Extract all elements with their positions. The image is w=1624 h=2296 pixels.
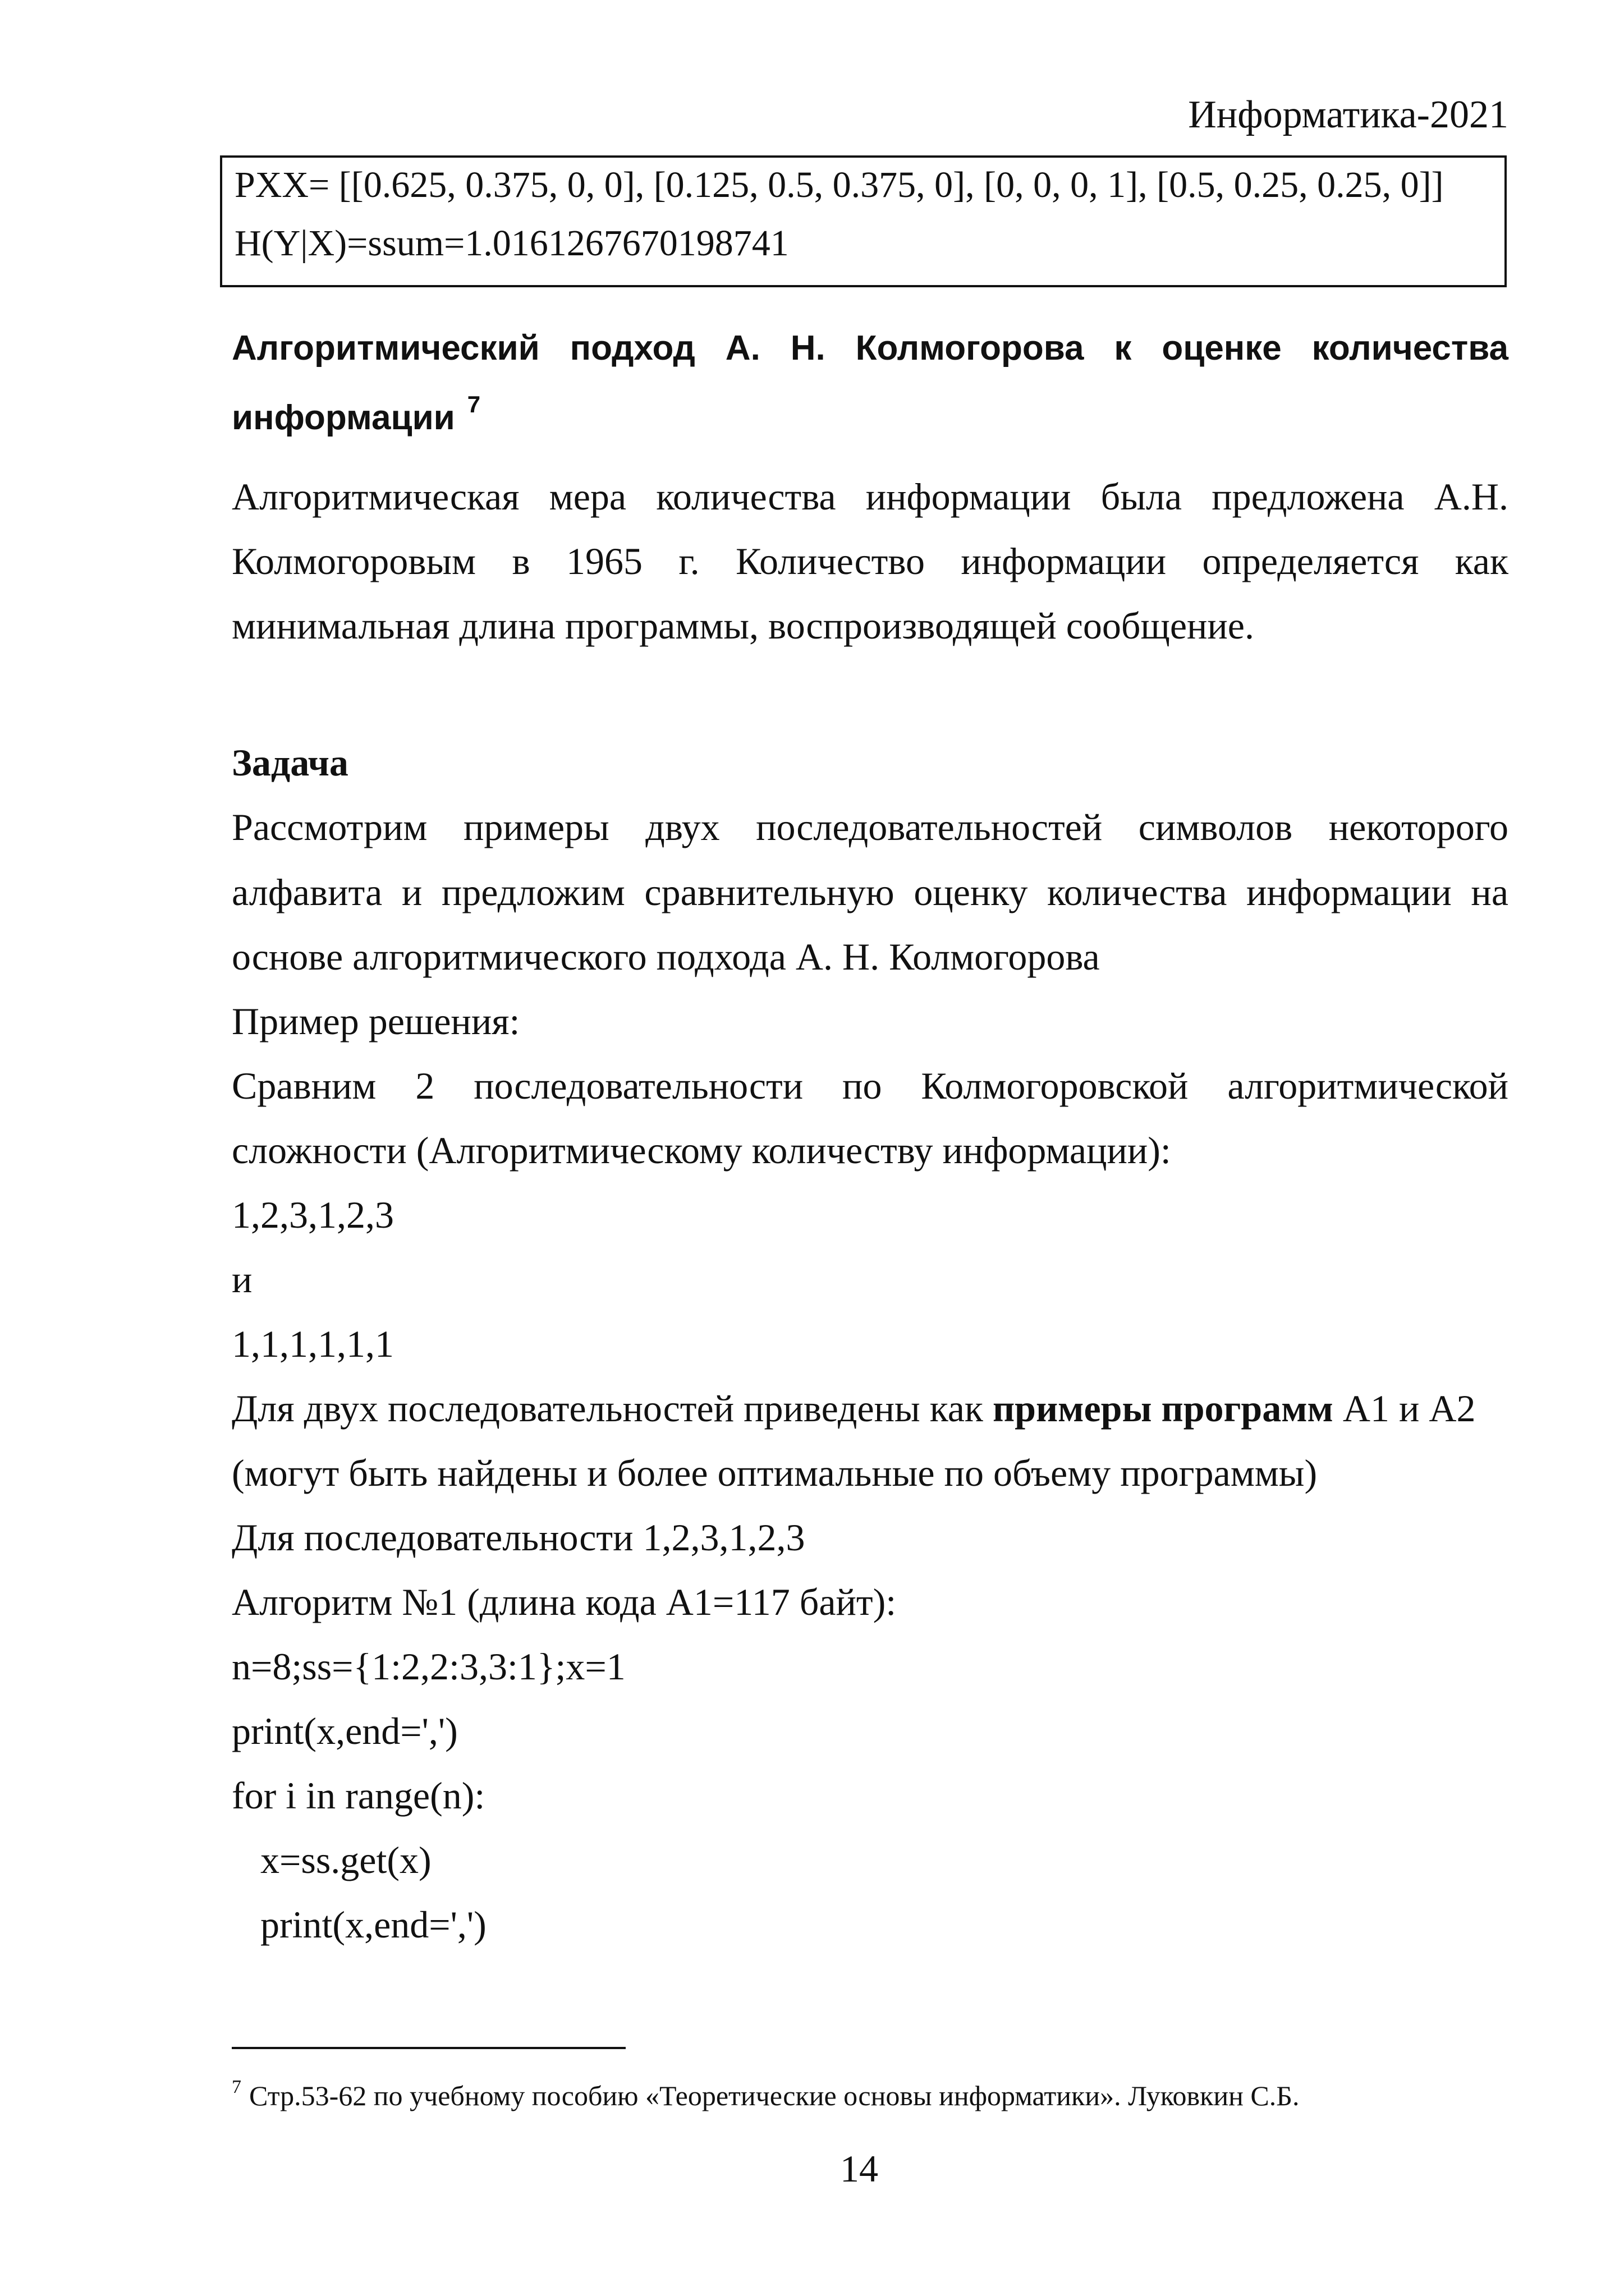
intro-line-2: Колмогоровым в 1965 г. Количество информации определяется как bbox=[232, 540, 1508, 582]
compare-line-2: сложности (Алгоритмическому количеству информации): bbox=[232, 1129, 1171, 1172]
sequence-2: 1,1,1,1,1,1 bbox=[232, 1323, 394, 1365]
intro-line-3: минимальная длина программы, воспроизводящей сообщение. bbox=[232, 604, 1254, 647]
code-line: n=8;ss={1:2,2:3,3:1};x=1 bbox=[232, 1645, 626, 1688]
code-line: print(x,end=',') bbox=[232, 1903, 487, 1946]
footnote bbox=[232, 2076, 1299, 2115]
section-heading-line-2 bbox=[232, 393, 1508, 443]
programs-prefix: Для двух последовательностей приведены как bbox=[232, 1387, 993, 1430]
section-heading-line-1: Алгоритмический подход А. Н. Колмогорова к оценке количества bbox=[232, 329, 1508, 368]
footnote-number: 7 bbox=[232, 2077, 241, 2098]
code-line: print(x,end=',') bbox=[232, 1710, 458, 1752]
code-line: x=ss.get(x) bbox=[232, 1839, 432, 1881]
compare-line-1: Сравним 2 последовательности по Колмогоровской алгоритмической bbox=[232, 1064, 1508, 1107]
programs-line-2: (могут быть найдены и более оптимальные по объему программы) bbox=[232, 1452, 1318, 1494]
sequence-1: 1,2,3,1,2,3 bbox=[232, 1193, 394, 1236]
programs-suffix: А1 и А2 bbox=[1333, 1387, 1476, 1430]
task-title: Задача bbox=[232, 741, 348, 784]
page-number: 14 bbox=[840, 2147, 878, 2190]
conditional-entropy-line: H(Y|X)=ssum=1.0161267670198741 bbox=[235, 223, 789, 264]
intro-line-1: Алгоритмическая мера количества информации была предложена А.Н. bbox=[232, 475, 1508, 518]
footnote-separator bbox=[232, 2047, 626, 2049]
pxx-matrix-line: PXX= [[0.625, 0.375, 0, 0], [0.125, 0.5, 0.375, 0], [0, 0, 0, 1], [0.5, 0.25, 0.25, 0]] bbox=[235, 164, 1444, 205]
footnote-reference[interactable]: 7 bbox=[467, 391, 481, 418]
code-line: for i in range(n): bbox=[232, 1774, 485, 1817]
conjunction-and: и bbox=[232, 1258, 253, 1301]
result-box bbox=[220, 155, 1507, 287]
footnote-text: Стр.53-62 по учебному пособию «Теоретические основы информатики». Луковкин С.Б. bbox=[249, 2080, 1300, 2111]
task-line-2: алфавита и предложим сравнительную оценку количества информации на bbox=[232, 871, 1508, 913]
programs-line-1 bbox=[232, 1383, 1508, 1434]
for-sequence-line: Для последовательности 1,2,3,1,2,3 bbox=[232, 1516, 805, 1559]
running-header: Информатика-2021 bbox=[1188, 93, 1508, 136]
task-line-1: Рассмотрим примеры двух последовательностей символов некоторого bbox=[232, 806, 1508, 848]
task-line-3: основе алгоритмического подхода А. Н. Колмогорова bbox=[232, 935, 1100, 978]
programs-bold: примеры программ bbox=[992, 1387, 1333, 1430]
algorithm-title: Алгоритм №1 (длина кода А1=117 байт): bbox=[232, 1581, 897, 1623]
section-heading-word: информации bbox=[232, 398, 455, 437]
example-label: Пример решения: bbox=[232, 1000, 520, 1043]
